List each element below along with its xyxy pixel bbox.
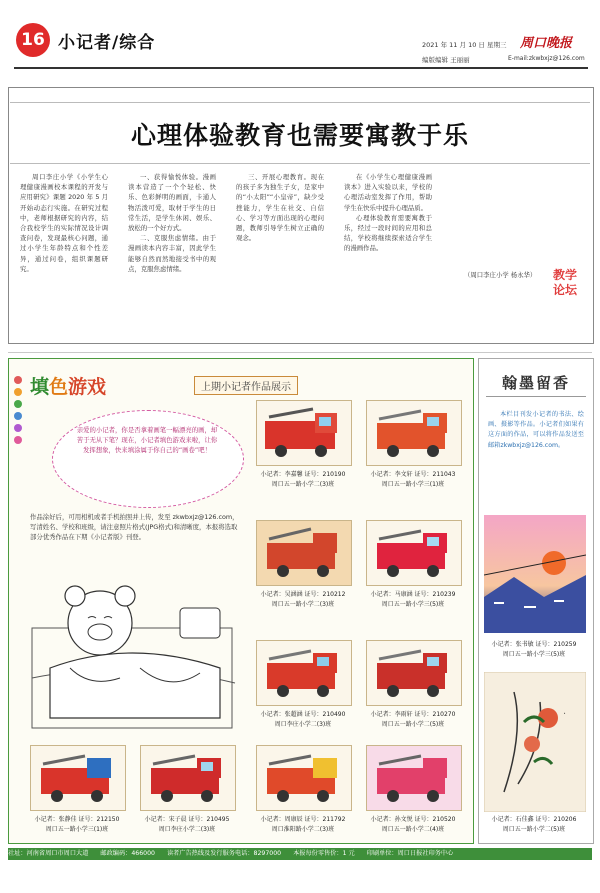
artwork-caption: 小记者：马康涵 证号：210239 周口五一路小学三(5)班 [370,591,456,608]
headline-rule-bottom [10,163,590,164]
fire-truck-drawing [141,746,235,810]
intro-text: 亲爱的小记者，你是否拿着画笔一幅漂亮的画，却苦于无从下笔？现在，小记者填色游戏来啦，让你发挥想象，快来填涂属于你自己的“画卷”吧！ [76,426,218,454]
fire-truck-drawing [367,746,461,810]
paragraph: 二、克服焦虑情绪。由于漫画读本内容丰富，因此学生能够自然而然地接受书中的观点，克服焦虑情绪。 [128,234,216,273]
article-column-4 [344,172,432,254]
svg-text:·: · [559,712,569,715]
section-title: 小记者/综合 [58,33,156,53]
artwork-fire-truck [256,745,352,811]
submission-instructions: 作品涂好后，可用相机或者手机拍照并上传，发至 zkwbxjz@126.com，写清姓名、学校和班级，请注意照片格式(JPG格式)和清晰度，本报将选取部分优秀作品在下期《小记者版》刊登。 [30,513,239,541]
footer-item: 本报每份零售价：1 元 [293,850,355,857]
page-number-badge: 16 [16,23,50,57]
artwork-fire-truck [30,745,126,811]
coloring-bear-illustration [30,568,240,738]
artwork-caption: 小记者：孙文悦 证号：210520 周口五一路小学二(4)班 [370,816,456,833]
artwork-caption: 小记者：宋子晨 证号：210495 周口李庄小学二(3)班 [144,816,230,833]
artwork-caption: 小记者：张静佳 证号：212150 周口五一路小学三(1)班 [34,816,120,833]
article-column-5 [452,270,540,280]
artwork-fire-truck [366,640,462,706]
article-column-2 [128,172,216,274]
fire-truck-drawing [257,746,351,810]
side-divider [486,396,586,397]
side-artwork-caption: 小记者：石佳鑫 证号：210206 周口五一路小学二(5)班 [491,816,577,833]
calligraphy-title: 翰墨留香 [501,374,570,392]
calligraphy-intro: 本栏目刊发小记者的书法、绘画、摄影等作品。小记者们如果有这方面的作品，可以将作品发送至邮箱zkwbxjz@126.com。 [488,411,584,449]
editor-credit: 编版编辑 王丽丽 [422,56,470,64]
footer-item: 邮政编码：466000 [100,850,155,857]
paragraph: 一、获得愉悦体验。漫画读本营造了一个个轻松、快乐、色彩鲜明的画面，卡通人物活泼可爱，取材于学生的日常生活，是学生休闲、娱乐、放松的一个好方式。 [128,173,216,233]
fire-truck-drawing [257,521,351,585]
ink-painting [484,672,586,812]
fire-truck-drawing [257,641,351,705]
title-part: 色 [49,376,69,398]
article-column-3 [236,172,324,243]
artwork-fire-truck [366,400,462,466]
header-email: E-mail:zkwbxjz@126.com [508,55,585,62]
header-divider [14,67,588,69]
paragraph: 三、开展心理教育。现在的孩子多为独生子女，是家中的“小太阳”“小皇帝”，缺少受挫能力，学生在社交、自信心、学习等方面出现的心理问题，教师引导学生树立正确的观念。 [236,173,324,243]
artwork-fire-truck [366,520,462,586]
artwork-fire-truck [366,745,462,811]
artwork-caption: 小记者：李嘉馨 证号：210190 周口五一路小学二(3)班 [260,471,346,488]
artwork-fire-truck [256,520,352,586]
artwork-caption: 小记者：吴涵涵 证号：210212 周口五一路小学二(3)班 [260,591,346,608]
footer-item: 社址：河南省周口市周口大道 [8,850,89,857]
fire-truck-drawing [367,641,461,705]
fire-truck-drawing [31,746,125,810]
coloring-game-title [30,372,106,399]
artwork-caption: 小记者：张超涵 证号：210490 周口李庄小学二(3)班 [260,711,346,728]
column-tag-stamp: 教学论坛 [553,268,578,297]
headline-rule-top [10,102,590,103]
fire-truck-drawing [367,521,461,585]
previous-works-title: 上期小记者作品展示 [194,376,298,395]
article-column-1 [20,172,108,274]
side-artwork-caption: 小记者：张书敏 证号：210259 周口五一路小学三(5)班 [491,641,577,658]
artwork-caption: 小记者：李文轩 证号：211043 周口五一路小学三(1)班 [370,471,456,488]
fire-truck-drawing [257,401,351,465]
title-part: 填 [30,376,50,398]
footer-item: 印刷单位：周口日报社印务中心 [366,850,454,857]
paragraph: 周口李庄小学《小学生心理健康漫画校本课程的开发与应用研究》课题 2020 年 5 月开始动态行实施。在研究过程中，老师根据研究的内容，结合我校学生的实际情况设计调查问卷，发现最核心问题，通过小学生年龄特点和个性差异，通过问卷，组织课题研究。 [20,173,108,273]
artwork-fire-truck [140,745,236,811]
title-part: 游戏 [68,376,107,398]
fire-truck-drawing [367,401,461,465]
artwork-caption: 小记者：李雨轩 证号：210270 周口五一路小学二(5)班 [370,711,456,728]
artwork-fire-truck [256,640,352,706]
decorative-dots [14,376,26,448]
newspaper-brand: 周口晚报 [520,36,573,51]
paragraph: 心理体验教育需要寓教于乐，经过一段时间的应用和总结，学校将继续探索适合学生的漫画作品。 [344,213,432,253]
footer-bar [8,848,592,860]
section-separator [8,352,592,353]
paragraph: 在《小学生心理健康漫画读本》进入实验以来，学校的心理活动室发挥了作用，帮助学生在快乐中提升心理品质。 [344,173,432,212]
sunset-painting [484,515,586,633]
artwork-fire-truck [256,400,352,466]
byline: （周口李庄小学 杨永华） [464,271,537,279]
artwork-caption: 小记者：周康辰 证号：211792 周口淮阳路小学二(3)班 [260,816,346,833]
footer-item: 读者广告热线及发行服务电话：8297000 [166,850,282,857]
issue-date: 2021 年 11 月 10 日 星期三 [422,41,507,49]
article-headline: 心理体验教育也需要寓教于乐 [130,121,469,150]
